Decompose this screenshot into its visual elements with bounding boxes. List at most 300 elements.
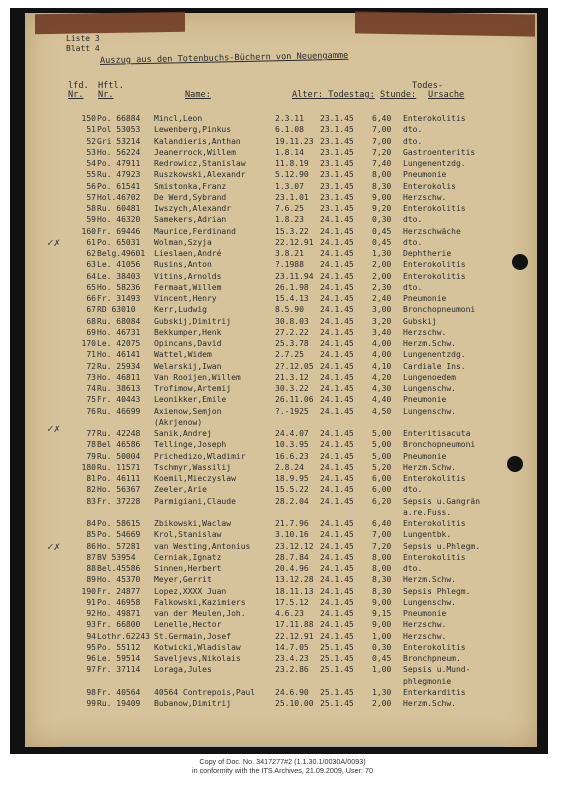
cell-cause: Cardiale Ins. (403, 361, 466, 371)
cell-time: 6,40 (372, 519, 392, 528)
cell-dob: 5.12.90 (275, 170, 309, 180)
table-row (0, 362, 560, 373)
cell-dob: 2.7.25 (275, 350, 304, 360)
cell-lfd: 64 (86, 271, 96, 281)
cell-lfd: 89 (86, 575, 96, 585)
cell-lfd: 71 (86, 350, 96, 360)
cell-hftl: Po. 66884 (97, 114, 141, 123)
col-header-todes: Todes- (412, 81, 444, 91)
cell-dob: 6.1.08 (275, 125, 304, 135)
table-row (0, 665, 560, 676)
cell-lfd: 81 (86, 474, 96, 483)
table-row (0, 350, 560, 361)
check-mark-2: ✓✗ (47, 422, 61, 435)
cell-lfd: 98 (86, 687, 96, 697)
cell-cause: Pneumonie (403, 609, 447, 618)
cell-cause: dto. (403, 136, 423, 146)
cell-hftl: Ru. 68084 (97, 316, 141, 326)
cell-name: Smistonka,Franz (154, 181, 227, 191)
cell-name: Gubskij,Dimitrij (154, 316, 232, 326)
table-row (0, 260, 560, 271)
cell-lfd: 65 (86, 282, 96, 292)
cell-dod: 25.1.45 (320, 665, 354, 675)
cell-cause: Herzm.Schw. (403, 575, 456, 585)
cell-dob: ?.-1925 (275, 406, 309, 416)
cell-time: 1,30 (372, 249, 392, 258)
cell-hftl: Ru. 25934 (97, 361, 141, 371)
cell-time: 8,30 (372, 181, 392, 191)
cell-cause: Lungenschw. (403, 384, 456, 393)
cell-name: Vitins,Arnolds (154, 271, 222, 281)
cell-dob: 28.7.84 (275, 552, 309, 562)
cell-name: Kerr,Ludwig (154, 305, 207, 315)
cell-cause: Herzschw. (403, 620, 447, 630)
cell-name: Kalandieris,Anthan (154, 136, 241, 146)
cell-hftl: Po. 55112 (97, 642, 141, 652)
table-row (0, 238, 560, 249)
cell-name: Samekers,Adrian (154, 215, 227, 225)
cell-name: Wattel,Widem (154, 350, 212, 360)
cell-cause: Pneumonie (403, 451, 447, 461)
cell-lfd: 87 (86, 552, 96, 562)
cell-dod: 25.1.45 (320, 654, 354, 663)
cell-cause: Enterokolitis (403, 474, 466, 483)
cell-name: Wolman,Szyja (154, 237, 212, 247)
cell-hftl: Fr. 37228 (97, 496, 141, 506)
cell-dob: 14.7.05 (275, 642, 309, 652)
cell-cause: Herzschw. (403, 327, 447, 337)
cell-dob: 23.1.01 (275, 192, 309, 202)
cell-lfd: 62 (86, 249, 96, 258)
cell-time: 3,20 (372, 316, 392, 326)
cell-lfd: 56 (86, 181, 96, 191)
cell-lfd: 72 (86, 361, 96, 371)
cell-dod: 24.1.45 (320, 249, 354, 258)
cell-cause: Enterokolis (403, 181, 456, 191)
cell-time: 4,20 (372, 372, 392, 382)
cell-hftl: Ho. 58236 (97, 282, 141, 292)
table-row (0, 429, 560, 440)
cell-dod: 23.1.45 (320, 159, 354, 168)
cell-lfd: 59 (86, 215, 96, 225)
cell-hftl: Ho. 57281 (97, 541, 141, 551)
cell-time: 4,00 (372, 339, 392, 348)
cell-hftl: Po. 54669 (97, 530, 141, 540)
cell-dod: 24.1.45 (320, 440, 354, 450)
cell-name: Zbikowski,Waclaw (154, 519, 232, 528)
cell-dob: 1.3.07 (275, 181, 304, 191)
archive-footer (0, 757, 565, 775)
cell-dod: 24.1.45 (320, 372, 354, 382)
cell-time: 0,30 (372, 642, 392, 652)
cell-hftl: Bel.45586 (97, 564, 141, 573)
cell-dod: 23.1.45 (320, 204, 354, 213)
cell-cause: Sepsis u.Gangrän (403, 496, 481, 506)
cell-cause: Dephtherie (403, 249, 452, 258)
cell-dod: 24.1.45 (320, 237, 354, 247)
table-row (0, 182, 560, 193)
cell-dob: 22.12.91 (275, 237, 314, 247)
cell-dob: 3.10.16 (275, 530, 309, 540)
cell-dob: 16.6.23 (275, 451, 309, 461)
col-header-ursache: Ursache (428, 90, 465, 100)
cell-dob: 21.3.12 (275, 372, 309, 382)
cell-hftl: Le. 42075 (97, 339, 141, 348)
cell-name: Opincans,David (154, 339, 222, 348)
cell-hftl: Ru. 38613 (97, 384, 141, 393)
cell-name: Krol,Stanislaw (154, 530, 222, 540)
cell-name: Leonikker,Emile (154, 395, 227, 405)
cell-hftl: Ru. 60481 (97, 204, 141, 213)
cell-lfd: 53 (86, 147, 96, 157)
cell-time: 8,30 (372, 575, 392, 585)
cell-hftl: Ho. 46320 (97, 215, 141, 225)
document-title: Auszug aus den Totenbuchs-Büchern von Neuengamme (99, 50, 349, 66)
cell-name: Maurice,Ferdinand (154, 226, 236, 236)
cell-dob: 22.12.91 (275, 631, 314, 641)
cell-cause: Gastroenteritis (403, 147, 476, 157)
cell-time: 7,00 (372, 136, 392, 146)
table-row (0, 193, 560, 204)
cell-time: 0,45 (372, 226, 392, 236)
cell-dod: 24.1.45 (320, 564, 354, 573)
cell-time: 3,00 (372, 305, 392, 315)
cell-dod: 25.1.45 (320, 687, 354, 697)
cell-lfd: 74 (86, 384, 96, 393)
cell-hftl: Ho. 46811 (97, 372, 141, 382)
tape-right (355, 11, 535, 36)
table-row (0, 474, 560, 485)
cell-dob: 30.3.22 (275, 384, 309, 393)
cell-dod: 23.1.45 (320, 114, 354, 123)
cell-name: Lenelle,Hector (154, 620, 222, 630)
cell-time: 0,45 (372, 654, 392, 663)
cell-dob: 1.8.14 (275, 147, 304, 157)
cell-time: 9,00 (372, 620, 392, 630)
cell-dob: 20.4.96 (275, 564, 309, 573)
col-header-name: Name: (185, 90, 211, 100)
table-row (0, 294, 560, 305)
cell-name: van Westing,Antonius (154, 541, 251, 551)
cell-cause: Enterokolitis (403, 260, 466, 270)
cell-lfd: 68 (86, 316, 96, 326)
cell-dod: 24.1.45 (320, 327, 354, 337)
cell-cause: Pneumonie (403, 294, 447, 303)
table-row (0, 542, 560, 553)
cell-lfd: 97 (86, 665, 96, 675)
cell-time: 1,00 (372, 665, 392, 675)
cell-lfd: 57 (86, 192, 96, 202)
table-row (0, 170, 560, 181)
cell-dod: 24.1.45 (320, 260, 354, 270)
cell-dob: 7.6.25 (275, 204, 304, 213)
table-row (0, 452, 560, 463)
cell-time: 7,20 (372, 147, 392, 157)
table-row (0, 497, 560, 508)
cell-hftl: Fr. 40564 (97, 687, 141, 697)
check-mark-1: ✓✗ (47, 236, 61, 249)
cell-name: Iwszych,Alexandr (154, 204, 232, 213)
cell-cause: Enterokolitis (403, 519, 466, 528)
cell-time: 8,00 (372, 564, 392, 573)
cell-lfd: 52 (86, 136, 96, 146)
cell-cause: Gubskij (403, 316, 437, 326)
cell-name: (Akrjenow) (154, 417, 203, 427)
cell-name: Kotwicki,Wladislaw (154, 642, 241, 652)
cell-name: Saveljevs,Nikolais (154, 654, 241, 663)
cell-dob: 17.5.12 (275, 597, 309, 607)
cell-time: 4,40 (372, 395, 392, 405)
cell-lfd: 82 (86, 485, 96, 495)
cell-lfd: 95 (86, 642, 96, 652)
cell-dod: 24.1.45 (320, 350, 354, 360)
cell-time: 2,00 (372, 271, 392, 281)
cell-time: 3,40 (372, 327, 392, 337)
cell-time: 5,00 (372, 440, 392, 450)
cell-cause: dto. (403, 282, 423, 292)
table-row (0, 148, 560, 159)
cell-dob: 13.12.28 (275, 575, 314, 585)
cell-time: 2,00 (372, 260, 392, 270)
cell-hftl: Fr. 69446 (97, 226, 141, 236)
cell-name: Koemil,Mieczyslaw (154, 474, 236, 483)
cell-name: Cerniak,Ignatz (154, 552, 222, 562)
cell-lfd: 91 (86, 597, 96, 607)
cell-cause: Enterokolitis (403, 271, 466, 281)
cell-lfd: 86 (86, 541, 96, 551)
cell-cause: dto. (403, 564, 423, 573)
cell-cause: Herzschw. (403, 631, 447, 641)
cell-lfd: 94 (86, 631, 96, 641)
cell-dod: 23.1.45 (320, 147, 354, 157)
cell-hftl: Ru. 46699 (97, 406, 141, 416)
table-row (0, 609, 560, 620)
cell-dod: 24.1.45 (320, 226, 354, 236)
cell-time: 2,00 (372, 699, 392, 708)
cell-dod: 24.1.45 (320, 462, 354, 472)
cell-cause: Enterokolitis (403, 204, 466, 213)
cell-dod: 24.1.45 (320, 429, 354, 438)
cell-lfd: 85 (86, 530, 96, 540)
cell-dob: 1.8.23 (275, 215, 304, 225)
table-row (0, 598, 560, 609)
cell-time: 5,00 (372, 451, 392, 461)
cell-hftl: Ho. 56367 (97, 485, 141, 495)
cell-name: Vincent,Henry (154, 294, 217, 303)
cell-name: Jeanerrock,Willem (154, 147, 236, 157)
cell-cause: Bronchopneumoni (403, 440, 476, 450)
table-row (0, 575, 560, 586)
cell-lfd: 79 (86, 451, 96, 461)
cell-time: 7,40 (372, 159, 392, 168)
table-row (0, 339, 560, 350)
cell-hftl: Ru. 11571 (97, 462, 141, 472)
cell-cause: a.re.Fuss. (403, 507, 452, 517)
cell-dob: 2.8.24 (275, 462, 304, 472)
cell-cause: Sepsis u.Phlegm. (403, 541, 481, 551)
table-row (0, 137, 560, 148)
cell-dob: 18.9.95 (275, 474, 309, 483)
cell-dod: 23.1.45 (320, 181, 354, 191)
cell-dob: 3.8.21 (275, 249, 304, 258)
cell-name: Lopez,XXXX Juan (154, 586, 227, 596)
cell-dob: 15.4.13 (275, 294, 309, 303)
cell-hftl: Ru. 42248 (97, 429, 141, 438)
cell-hftl: Ru. 19409 (97, 699, 141, 708)
cell-dod: 24.1.45 (320, 609, 354, 618)
cell-name: Prichedizo,Wladimir (154, 451, 246, 461)
cell-hftl: Fr. 66800 (97, 620, 141, 630)
cell-dob: 24.4.07 (275, 429, 309, 438)
cell-cause: Lungenentzdg. (403, 159, 466, 168)
cell-dod: 24.1.45 (320, 541, 354, 551)
cell-dob: 19.11.23 (275, 136, 314, 146)
cell-hftl: Hol.46702 (97, 192, 141, 202)
cell-dod: 23.1.45 (320, 125, 354, 135)
cell-cause: Bronchpneum. (403, 654, 461, 663)
cell-cause: Herzm.Schw. (403, 699, 456, 708)
cell-time: 9,00 (372, 597, 392, 607)
cell-hftl: Ho. 45370 (97, 575, 141, 585)
cell-time: 2,40 (372, 294, 392, 303)
cell-hftl: Fr. 37114 (97, 665, 141, 675)
cell-dob: 25.10.00 (275, 699, 314, 708)
cell-cause: Pneumonie (403, 170, 447, 180)
cell-dob: 18.11.13 (275, 586, 314, 596)
cell-lfd: 54 (86, 159, 96, 168)
cell-name: Tellinge,Joseph (154, 440, 227, 450)
cell-time: 6,20 (372, 496, 392, 506)
cell-cause: Lungenentzdg. (403, 350, 466, 360)
table-row (0, 215, 560, 226)
table-row (0, 125, 560, 136)
cell-dod: 24.1.45 (320, 384, 354, 393)
cell-lfd: 51 (86, 125, 96, 135)
table-row (0, 159, 560, 170)
cell-cause: Herzm.Schw. (403, 339, 456, 348)
cell-hftl: Le. 38403 (97, 271, 141, 281)
table-row (0, 373, 560, 384)
cell-time: 1,00 (372, 631, 392, 641)
cell-dod: 23.1.45 (320, 136, 354, 146)
cell-cause: Herzschw. (403, 192, 447, 202)
cell-hftl: Fr. 31493 (97, 294, 141, 303)
cell-lfd: 58 (86, 204, 96, 213)
table-row (0, 654, 560, 665)
cell-dod: 24.1.45 (320, 474, 354, 483)
cell-dod: 24.1.45 (320, 282, 354, 292)
cell-hftl: Ru. 47923 (97, 170, 141, 180)
cell-name: Falkowski,Kazimiers (154, 597, 246, 607)
cell-dod: 24.1.45 (320, 496, 354, 506)
footer-line-1: Copy of Doc. No. 3417277#2 (1.1.30.1/0030A/0093) (199, 757, 366, 766)
cell-name: Meyer,Gerrit (154, 575, 212, 585)
cell-hftl: Gri 53214 (97, 136, 141, 146)
table-row (0, 305, 560, 316)
cell-dod: 24.1.45 (320, 316, 354, 326)
cell-name: Van Rooijen,Willem (154, 372, 241, 382)
cell-dod: 24.1.45 (320, 451, 354, 461)
table-row (0, 204, 560, 215)
cell-hftl: Bel 46586 (97, 440, 141, 450)
cell-dod: 24.1.45 (320, 552, 354, 562)
table-row (0, 530, 560, 541)
cell-dob: 26.11.06 (275, 395, 314, 405)
table-row (0, 227, 560, 238)
cell-dod: 24.1.45 (320, 305, 354, 315)
cell-time: 9,00 (372, 192, 392, 202)
cell-lfd: 99 (86, 699, 96, 708)
cell-cause: Enterokolitis (403, 642, 466, 652)
cell-time: 9,20 (372, 204, 392, 213)
cell-hftl: Ho. 56224 (97, 147, 141, 157)
table-row (0, 272, 560, 283)
cell-hftl: Ho. 46141 (97, 350, 141, 360)
cell-cause: Herzschwäche (403, 226, 461, 236)
cell-name: 40564 Contrepois,Paul (154, 687, 256, 697)
cell-dob: ?.1988 (275, 260, 304, 270)
cell-hftl: Le. 41056 (97, 260, 141, 270)
table-row (0, 564, 560, 575)
cell-dod: 24.1.45 (320, 485, 354, 495)
tape-left (35, 12, 185, 35)
cell-dob: 26.1.98 (275, 282, 309, 292)
cell-hftl: Po. 47911 (97, 159, 141, 168)
cell-dod: 24.1.45 (320, 271, 354, 281)
cell-time: 0,30 (372, 215, 392, 225)
cell-lfd: 160 (81, 226, 96, 236)
cell-lfd: 96 (86, 654, 96, 663)
cell-dod: 24.1.45 (320, 519, 354, 528)
cell-cause: Enterokolitis (403, 552, 466, 562)
cell-dob: 23.4.23 (275, 654, 309, 663)
cell-name: Lewenberg,Pinkus (154, 125, 232, 135)
cell-cause: dto. (403, 485, 423, 495)
cell-lfd: 63 (86, 260, 96, 270)
table-row (0, 407, 560, 418)
cell-name: Ruszkowski,Alexandr (154, 170, 246, 180)
cell-dod: 24.1.45 (320, 215, 354, 225)
cell-dob: 28.2.04 (275, 496, 309, 506)
cell-cause: phlegmonie (403, 676, 452, 686)
footer-line-2: in conformity with the ITS Archives, 21.09.2009, User: 70 (192, 766, 373, 775)
cell-time: 6,00 (372, 485, 392, 495)
cell-name: Redrowicz,Stanislaw (154, 159, 246, 168)
cell-dod: 24.1.45 (320, 339, 354, 348)
table-row (0, 328, 560, 339)
table-row (0, 620, 560, 631)
table-row (0, 418, 560, 429)
cell-time: 8,00 (372, 552, 392, 562)
cell-name: Tschmyr,Wassilij (154, 462, 232, 472)
cell-time: 5,20 (372, 462, 392, 472)
table-row (0, 249, 560, 260)
cell-name: Parmigiani,Claude (154, 496, 236, 506)
cell-lfd: 55 (86, 170, 96, 180)
cell-name: Welarskij,Iwan (154, 361, 222, 371)
cell-cause: dto. (403, 125, 423, 135)
cell-dod: 24.1.45 (320, 406, 354, 416)
cell-dod: 24.1.45 (320, 597, 354, 607)
cell-cause: Lungentbk. (403, 530, 452, 540)
cell-cause: Enterkarditis (403, 687, 466, 697)
cell-name: De Werd,Sybrand (154, 192, 227, 202)
cell-lfd: 67 (86, 305, 96, 315)
col-header-hftl: Hftl. (98, 81, 124, 91)
cell-lfd: 77 (86, 429, 96, 438)
cell-lfd: 92 (86, 609, 96, 618)
cell-cause: Bronchopneumoni (403, 305, 476, 315)
